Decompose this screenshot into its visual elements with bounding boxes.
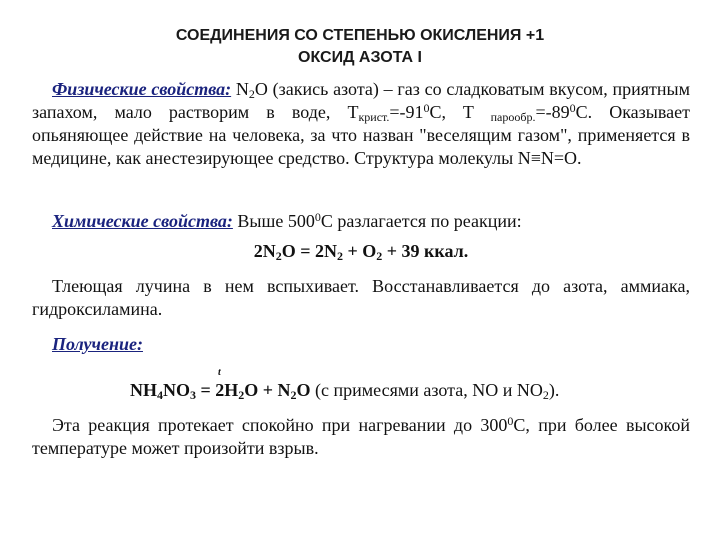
physical-properties-paragraph: Физические свойства: $N_2O$ (закись азота) – газ со сладковатым вкусом, приятным запахом, мало растворим в воде, $T_{крист.}=-91^0C$, T $_{парообр.}=-89^0C$. Оказывает опьяняющее действие на человека, за что назван "веселящим газом", применяется в медицине, как анестезирующее средство. Структура молекулы N≡N=O. <box>32 79 691 168</box>
preparation-heading-line <box>32 333 690 356</box>
preparation-heading: Получение: <box>52 334 143 354</box>
preparation-text: Эта реакция протекает спокойно при нагревании до $300^0C$, при более высокой температуре может произойти взрыв. <box>32 414 690 458</box>
decomposition-reaction: $2N_2O = 2N_2 + O_2 + 39$ ккал. <box>253 241 469 263</box>
slide-title: СОЕДИНЕНИЯ СО СТЕПЕНЬЮ ОКИСЛЕНИЯ +1 <box>175 27 545 44</box>
physical-properties-heading: Физические свойства: <box>52 79 232 99</box>
chemical-properties-paragraph: Химические свойства: Выше $500^0C$ разлагается по реакции: <box>52 210 522 231</box>
chemical-properties-text: Тлеющая лучина в нем вспыхивает. Восстанавливается до азота, аммиака, гидроксиламина. <box>32 276 690 319</box>
heating-mark: t <box>218 367 221 378</box>
chemical-properties-heading: Химические свойства: <box>52 211 233 231</box>
formula-n2o: $N_2O$ <box>235 79 268 101</box>
preparation-reaction: $NH_4NO_3 = 2H_2O + N_2O$ (с примесями азота, NO и $NO_2$). <box>130 380 560 402</box>
slide-subtitle: ОКСИД АЗОТА I <box>298 49 422 66</box>
